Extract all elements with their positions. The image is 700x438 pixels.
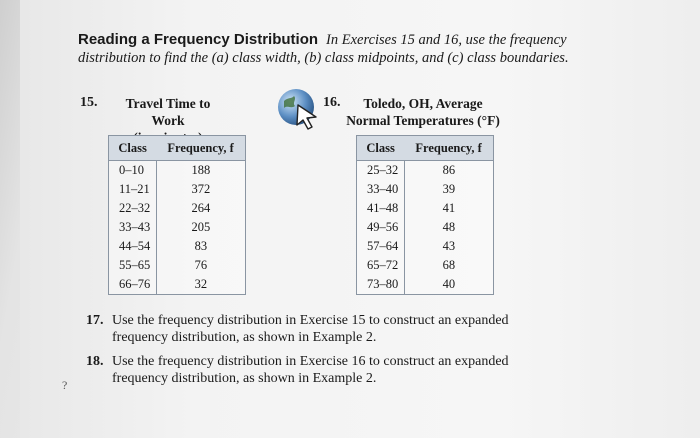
ex15-number: 15.: [80, 95, 98, 110]
ex16-title-line2: Normal Temperatures (°F): [346, 113, 500, 128]
frequency-cell: 372: [191, 182, 211, 196]
frequency-cell: 188: [191, 163, 211, 177]
ex15-header-class: Class: [109, 136, 157, 161]
frequency-cell: 86: [442, 163, 456, 177]
class-cell: 25–32: [357, 161, 405, 181]
table-row: [357, 161, 494, 181]
section-heading: [78, 31, 578, 67]
ex15-title-line1: Travel Time to Work: [125, 96, 211, 128]
ex16-title-line1: Toledo, OH, Average: [363, 96, 483, 111]
ex18-number: 18.: [86, 354, 104, 369]
ex17-number: 17.: [86, 313, 104, 328]
class-cell: 44–54: [109, 237, 157, 256]
frequency-cell: 68: [442, 258, 456, 272]
class-cell: 66–76: [109, 275, 157, 295]
ex17-text: Use the frequency distribution in Exercise 15 to construct an expanded frequency distribution, as shown in Example 2.: [112, 313, 509, 345]
frequency-cell: 43: [442, 239, 456, 253]
frequency-cell: 205: [191, 220, 211, 234]
frequency-cell: 41: [442, 201, 456, 215]
ex15-table: [108, 135, 246, 295]
class-cell: 11–21: [109, 180, 157, 199]
frequency-cell: 76: [194, 258, 208, 272]
table-row: [357, 199, 494, 218]
frequency-cell: 264: [191, 201, 211, 215]
ex16-number: 16.: [323, 95, 341, 110]
table-row: [109, 256, 246, 275]
ex16-table: [356, 135, 494, 295]
table-row: [357, 275, 494, 295]
frequency-cell: 83: [194, 239, 208, 253]
class-cell: 33–43: [109, 218, 157, 237]
table-row: [109, 237, 246, 256]
class-cell: 49–56: [357, 218, 405, 237]
table-row: [109, 180, 246, 199]
table-row: [109, 161, 246, 181]
heading-text: In Exercises 15 and 16, use the frequency distribution to find the (a) class width, (b) class midpoints, and (c) class boundaries.: [78, 32, 569, 66]
class-cell: 73–80: [357, 275, 405, 295]
frequency-cell: 40: [442, 277, 456, 291]
ex15-header-frequency: Frequency, f: [156, 136, 245, 161]
class-cell: 22–32: [109, 199, 157, 218]
table-row: [357, 237, 494, 256]
class-cell: 0–10: [109, 161, 157, 181]
ex16-header-class: Class: [357, 136, 405, 161]
table-row: [357, 218, 494, 237]
frequency-cell: 32: [194, 277, 208, 291]
frequency-cell: 48: [442, 220, 456, 234]
heading-bold: Reading a Frequency Distribution: [78, 31, 319, 48]
table-row: [357, 180, 494, 199]
table-row: [357, 256, 494, 275]
ex18-text: Use the frequency distribution in Exercise 16 to construct an expanded frequency distribution, as shown in Example 2.: [112, 354, 509, 386]
margin-mark: ?: [62, 378, 68, 392]
table-row: [109, 199, 246, 218]
class-cell: 33–40: [357, 180, 405, 199]
table-row: [109, 218, 246, 237]
frequency-cell: 39: [442, 182, 456, 196]
globe-cursor-icon: [276, 87, 320, 131]
class-cell: 57–64: [357, 237, 405, 256]
class-cell: 65–72: [357, 256, 405, 275]
class-cell: 55–65: [109, 256, 157, 275]
ex16-header-frequency: Frequency, f: [404, 136, 493, 161]
ex16-title: [338, 95, 508, 129]
class-cell: 41–48: [357, 199, 405, 218]
table-row: [109, 275, 246, 295]
